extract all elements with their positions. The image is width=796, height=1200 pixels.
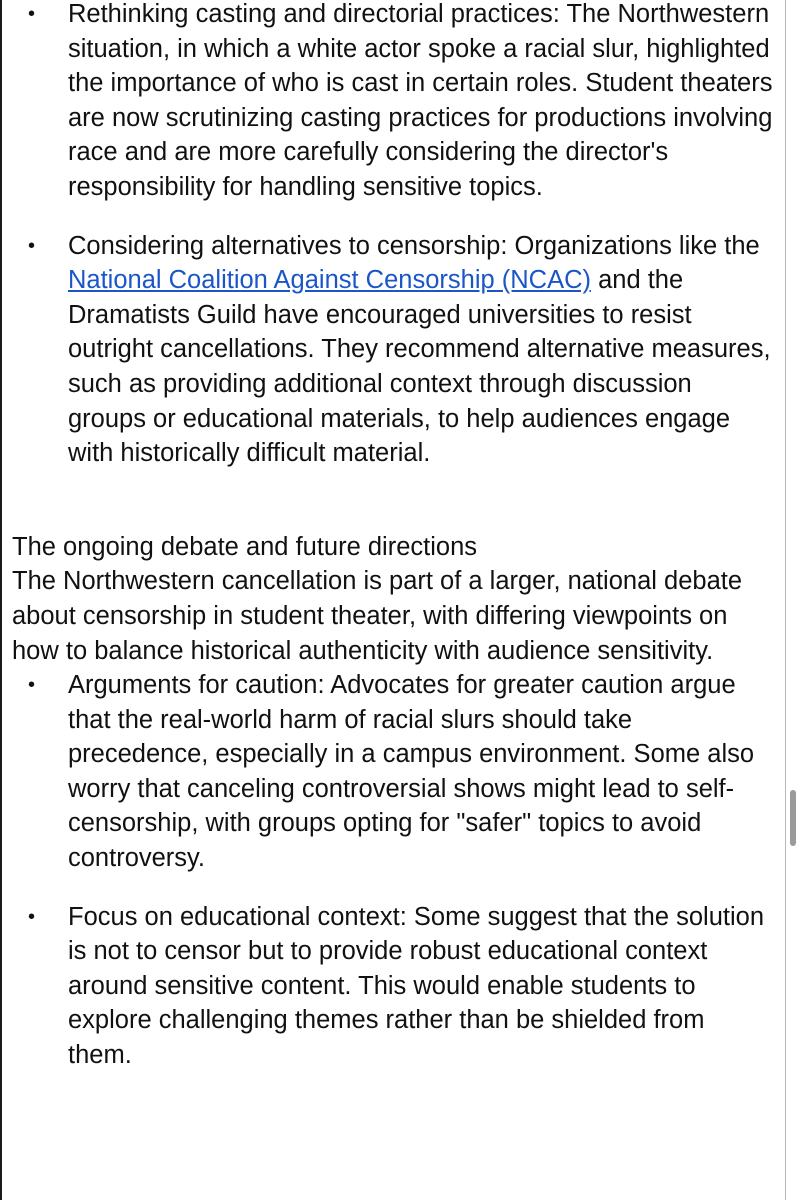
list-item-text: Rethinking casting and directorial practices: The Northwestern situation, in which a white actor spoke a racial slur, highlighted the importance of who is cast in certain roles. Student theaters are now scrutinizing casting practices for productions involving race and are more carefully considering the director's responsibility for handling sensitive topics. [68,0,773,201]
list-item [0,0,780,205]
ncac-link[interactable]: National Coalition Against Censorship (NCAC) [68,266,591,295]
section-heading: The ongoing debate and future directions [12,532,478,561]
debate-section [0,530,780,668]
section-paragraph: The Northwestern cancellation is part of a larger, national debate about censorship in student theater, with differing viewpoints on how to balance historical authenticity with audience sensitivity. [12,567,743,665]
section-gap [0,471,780,530]
bullet-icon: • [28,3,36,25]
scrollbar-thumb[interactable] [790,790,796,846]
list-item [0,900,780,1073]
bullet-list-debate [0,668,780,1073]
list-spacer [0,876,780,900]
list-spacer [0,205,780,229]
bullet-icon: • [28,905,36,928]
bullet-icon: • [28,234,36,257]
bullet-icon: • [28,674,36,697]
list-item [0,668,780,876]
list-item-text-after: and the Dramatists Guild have encouraged universities to resist outright cancellations. They recommend alternative measures, such as providing additional context through discussion groups or educational materials, to help audiences engage with historically difficult material. [68,266,771,468]
list-item-text-before: Considering alternatives to censorship: Organizations like the [68,231,760,260]
scroll-track[interactable] [785,0,786,1200]
list-item-text: Focus on educational context: Some suggest that the solution is not to censor but to provide robust educational context around sensitive content. This would enable students to explore challenging themes rather than be shielded from them. [68,902,765,1070]
list-item-text: Arguments for caution: Advocates for greater caution argue that the real-world harm of racial slurs should take precedence, especially in a campus environment. Some also worry that canceling controversial shows might lead to self-censorship, with groups opting for "safer" topics to avoid controversy. [68,671,755,873]
bullet-list-practices [0,0,780,471]
list-item [0,229,780,471]
